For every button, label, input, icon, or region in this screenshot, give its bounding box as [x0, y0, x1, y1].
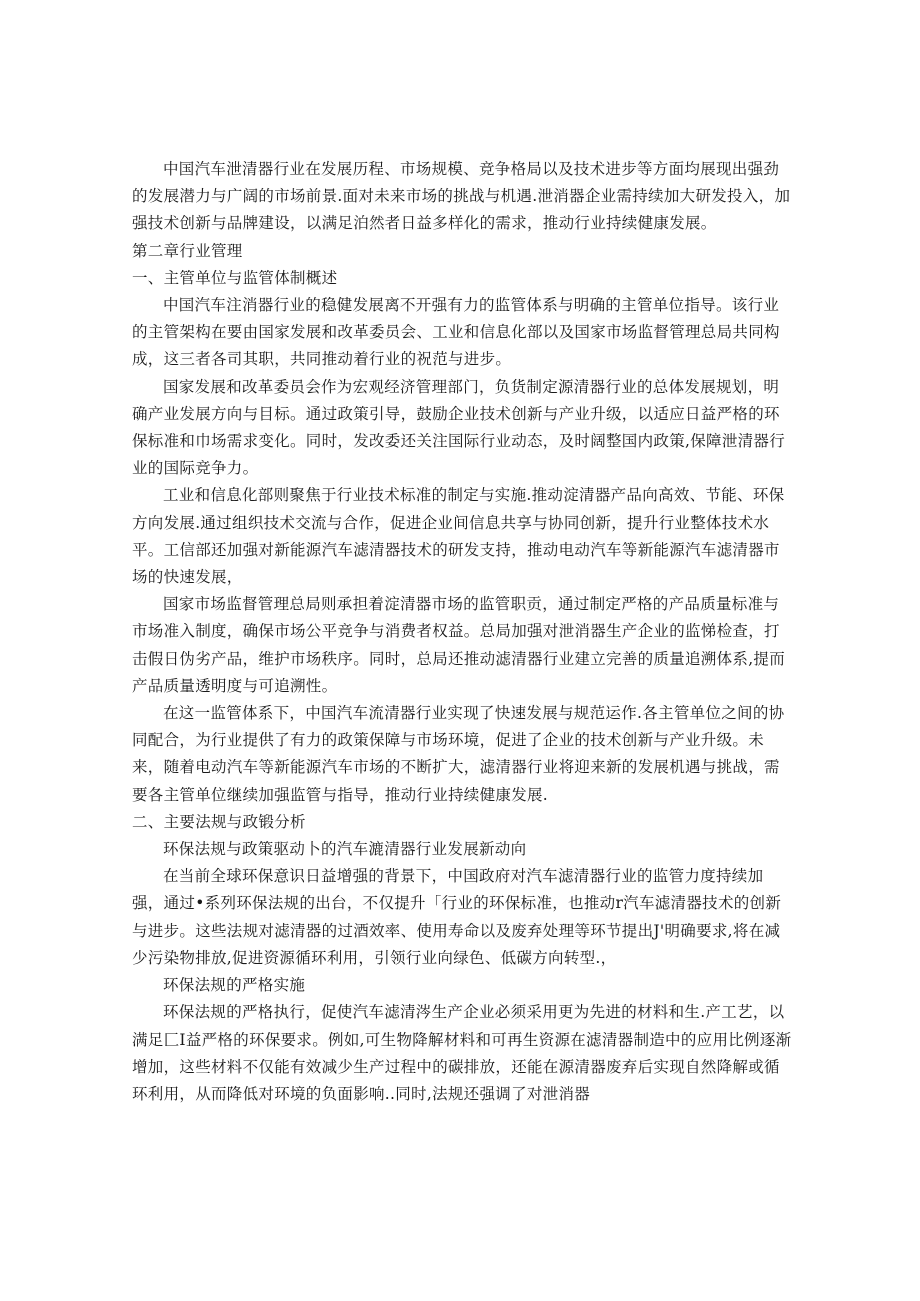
section1-title: 一、主管单位与监管体制概述: [132, 268, 338, 287]
section1-paragraph-4: 国家市场监督管理总局则承担着淀清器市场的监管职贡，通过制定严格的产品质量标准与市场准入制度，确保市场公平竞争与消费者权益。总局加强对泄消器生产企业的监悌检查，打击假日伪劣产品，维护市场秩序。同时，总局还推动滤清器行业建立完善的质量追溯体系,提而产品质量透明度与可追溯性。: [132, 595, 786, 695]
chapter-title: 第二章行业管理: [132, 241, 243, 260]
section2-paragraph: 在当前全球环保意识日益增强的背景下，中国政府对汽车滤清器行业的监管力度持续加强，通过•系列环保法规的出台，不仅提升「行业的环保标准，也推动r汽车滤清器技术的创新与进步。这些法规对滤清器的过酒效率、使用寿命以及废弃处理等环节提出J'明确要求,将在减少污染物排放,促进资源循环利用，引领行业向绿色、低碳方向转型.，: [132, 867, 782, 967]
section2-title: 二、主要法规与政锻分析: [132, 812, 306, 831]
section1-paragraph-5: 在这一监管体系下，中国汽车流清器行业实现了快速发展与规范运作.各主管单位之间的协同配合，为行业提供了有力的政策保障与市场环境，促进了企业的技术创新与产业升级。未来，随着电动汽车等新能源汽车市场的不断扩大，滤清器行业将迎来新的发展机遇与挑战，需要各主管单位继续加强监管与指导，推动行业持续健康发展.: [132, 704, 785, 804]
section2-subtitle: 环保法规与政策驱动卜的汽车漉清器行业发展新动向: [163, 840, 527, 859]
section1-paragraph-1: 中国汽车注消器行业的稳健发展离不开强有力的监管体系与明确的主管单位指导。该行业的主管架构在要由国家发展和改革委员会、工业和信息化部以及国家市场监督管理总局共同构成，这三者各司其职，共同推动着行业的祝范与进步。: [132, 296, 780, 369]
section3-paragraph: 环保法规的严格执行，促使汽车滤清涔生产企业必须采用更为先进的材料和生.产工艺，以满足匚I益严格的环保要求。例如,可生物降解材料和可再生资源在滤清器制造中的应用比例逐渐增加，这些材料不仅能有效减少生产过程中的碳排放，还能在源清器废弃后实现自然降解或循环利用，从而降低对环境的负面影响..同时,法规还强调了对泄消器: [132, 1003, 792, 1103]
section1-paragraph-3: 工业和信息化部则聚焦于行业技术标准的制定与实施.推动淀清器产品向高效、节能、环保方向发展.通过组织技术交流与合作，促进企业间信息共享与协同创新，提升行业整体技术水平。工信部还加强对新能源汽车滤清器技术的研发支持，推动电动汽车等新能源汽车滤清器市场的快速发展，: [132, 486, 785, 587]
section3-title: 环保法规的严格实施: [163, 976, 306, 995]
section1-paragraph-2: 国家发展和改革委员会作为宏观经济管理部门，负货制定源清器行业的总体发展规划，明确产业发展方向与目标。通过政策引导，鼓励企业技术创新与产业升级，以适应日益严格的环保标准和巾场需求变化。同时，发改委还关注国际行业动态，及时阔整国内政策,保障泄清器行业的国际竞争力。: [132, 377, 786, 478]
document-page: [132, 156, 792, 1108]
intro-paragraph: 中国汽车泄清器行业在发展历程、市场规模、竞争格局以及技术进步等方面均展现出强劲的发展潜力与广阔的市场前景.面对未来市场的挑战与机遇.泄消器企业需持续加大研发投入，加强技术创新与品牌建设，以满足泊然者日益多样化的需求，推动行业持续健康发展。: [132, 160, 791, 233]
